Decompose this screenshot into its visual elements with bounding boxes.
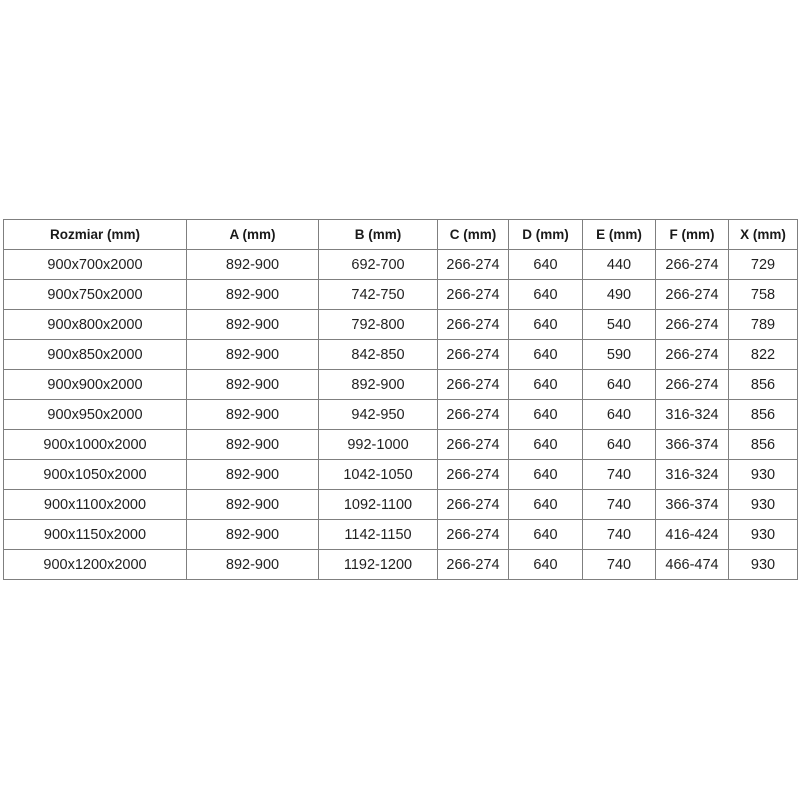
cell-rozmiar: 900x750x2000 bbox=[4, 280, 187, 310]
table-row bbox=[4, 370, 798, 400]
cell-a: 892-900 bbox=[187, 370, 319, 400]
cell-e: 640 bbox=[583, 400, 656, 430]
table-row bbox=[4, 550, 798, 580]
cell-d: 640 bbox=[509, 460, 583, 490]
size-spec-table bbox=[3, 219, 798, 580]
cell-d: 640 bbox=[509, 430, 583, 460]
cell-c: 266-274 bbox=[438, 400, 509, 430]
cell-rozmiar: 900x1100x2000 bbox=[4, 490, 187, 520]
cell-d: 640 bbox=[509, 550, 583, 580]
cell-d: 640 bbox=[509, 310, 583, 340]
cell-b: 1192-1200 bbox=[319, 550, 438, 580]
cell-b: 942-950 bbox=[319, 400, 438, 430]
cell-a: 892-900 bbox=[187, 490, 319, 520]
cell-c: 266-274 bbox=[438, 370, 509, 400]
column-header-d: D (mm) bbox=[509, 220, 583, 250]
cell-c: 266-274 bbox=[438, 280, 509, 310]
cell-d: 640 bbox=[509, 280, 583, 310]
cell-a: 892-900 bbox=[187, 460, 319, 490]
cell-d: 640 bbox=[509, 520, 583, 550]
table-row bbox=[4, 280, 798, 310]
cell-f: 266-274 bbox=[656, 250, 729, 280]
cell-b: 892-900 bbox=[319, 370, 438, 400]
cell-b: 1092-1100 bbox=[319, 490, 438, 520]
column-header-f: F (mm) bbox=[656, 220, 729, 250]
table-row bbox=[4, 250, 798, 280]
cell-e: 740 bbox=[583, 550, 656, 580]
cell-f: 366-374 bbox=[656, 430, 729, 460]
column-header-rozmiar: Rozmiar (mm) bbox=[4, 220, 187, 250]
cell-b: 1042-1050 bbox=[319, 460, 438, 490]
cell-f: 266-274 bbox=[656, 280, 729, 310]
table-row bbox=[4, 310, 798, 340]
cell-b: 792-800 bbox=[319, 310, 438, 340]
table-row bbox=[4, 520, 798, 550]
cell-rozmiar: 900x850x2000 bbox=[4, 340, 187, 370]
cell-rozmiar: 900x1200x2000 bbox=[4, 550, 187, 580]
size-spec-table-container bbox=[3, 219, 797, 580]
column-header-c: C (mm) bbox=[438, 220, 509, 250]
cell-e: 740 bbox=[583, 460, 656, 490]
column-header-b: B (mm) bbox=[319, 220, 438, 250]
column-header-e: E (mm) bbox=[583, 220, 656, 250]
cell-x: 729 bbox=[729, 250, 798, 280]
cell-e: 590 bbox=[583, 340, 656, 370]
header-row bbox=[4, 220, 798, 250]
cell-e: 540 bbox=[583, 310, 656, 340]
cell-x: 856 bbox=[729, 430, 798, 460]
cell-f: 416-424 bbox=[656, 520, 729, 550]
cell-e: 740 bbox=[583, 490, 656, 520]
cell-x: 856 bbox=[729, 370, 798, 400]
cell-b: 842-850 bbox=[319, 340, 438, 370]
column-header-x: X (mm) bbox=[729, 220, 798, 250]
cell-f: 366-374 bbox=[656, 490, 729, 520]
cell-a: 892-900 bbox=[187, 400, 319, 430]
cell-b: 742-750 bbox=[319, 280, 438, 310]
cell-b: 1142-1150 bbox=[319, 520, 438, 550]
cell-c: 266-274 bbox=[438, 430, 509, 460]
cell-c: 266-274 bbox=[438, 460, 509, 490]
table-row bbox=[4, 460, 798, 490]
cell-e: 640 bbox=[583, 430, 656, 460]
cell-c: 266-274 bbox=[438, 520, 509, 550]
cell-rozmiar: 900x700x2000 bbox=[4, 250, 187, 280]
cell-rozmiar: 900x1000x2000 bbox=[4, 430, 187, 460]
table-row bbox=[4, 430, 798, 460]
cell-x: 930 bbox=[729, 520, 798, 550]
cell-x: 789 bbox=[729, 310, 798, 340]
cell-f: 266-274 bbox=[656, 340, 729, 370]
cell-rozmiar: 900x1150x2000 bbox=[4, 520, 187, 550]
table-body bbox=[4, 250, 798, 580]
cell-c: 266-274 bbox=[438, 340, 509, 370]
cell-c: 266-274 bbox=[438, 490, 509, 520]
cell-e: 740 bbox=[583, 520, 656, 550]
cell-rozmiar: 900x800x2000 bbox=[4, 310, 187, 340]
table-row bbox=[4, 400, 798, 430]
cell-a: 892-900 bbox=[187, 280, 319, 310]
cell-x: 856 bbox=[729, 400, 798, 430]
cell-f: 466-474 bbox=[656, 550, 729, 580]
cell-d: 640 bbox=[509, 400, 583, 430]
cell-a: 892-900 bbox=[187, 310, 319, 340]
cell-a: 892-900 bbox=[187, 250, 319, 280]
cell-f: 316-324 bbox=[656, 460, 729, 490]
cell-rozmiar: 900x1050x2000 bbox=[4, 460, 187, 490]
cell-c: 266-274 bbox=[438, 250, 509, 280]
column-header-a: A (mm) bbox=[187, 220, 319, 250]
cell-d: 640 bbox=[509, 490, 583, 520]
cell-x: 930 bbox=[729, 490, 798, 520]
cell-a: 892-900 bbox=[187, 340, 319, 370]
cell-x: 930 bbox=[729, 460, 798, 490]
table-row bbox=[4, 340, 798, 370]
cell-f: 266-274 bbox=[656, 310, 729, 340]
cell-b: 992-1000 bbox=[319, 430, 438, 460]
cell-c: 266-274 bbox=[438, 310, 509, 340]
cell-rozmiar: 900x950x2000 bbox=[4, 400, 187, 430]
cell-x: 758 bbox=[729, 280, 798, 310]
cell-a: 892-900 bbox=[187, 550, 319, 580]
cell-x: 822 bbox=[729, 340, 798, 370]
cell-x: 930 bbox=[729, 550, 798, 580]
cell-c: 266-274 bbox=[438, 550, 509, 580]
cell-f: 316-324 bbox=[656, 400, 729, 430]
cell-d: 640 bbox=[509, 370, 583, 400]
cell-a: 892-900 bbox=[187, 520, 319, 550]
cell-rozmiar: 900x900x2000 bbox=[4, 370, 187, 400]
table-header bbox=[4, 220, 798, 250]
cell-d: 640 bbox=[509, 250, 583, 280]
cell-e: 640 bbox=[583, 370, 656, 400]
cell-e: 490 bbox=[583, 280, 656, 310]
cell-e: 440 bbox=[583, 250, 656, 280]
cell-a: 892-900 bbox=[187, 430, 319, 460]
cell-d: 640 bbox=[509, 340, 583, 370]
table-row bbox=[4, 490, 798, 520]
cell-b: 692-700 bbox=[319, 250, 438, 280]
cell-f: 266-274 bbox=[656, 370, 729, 400]
